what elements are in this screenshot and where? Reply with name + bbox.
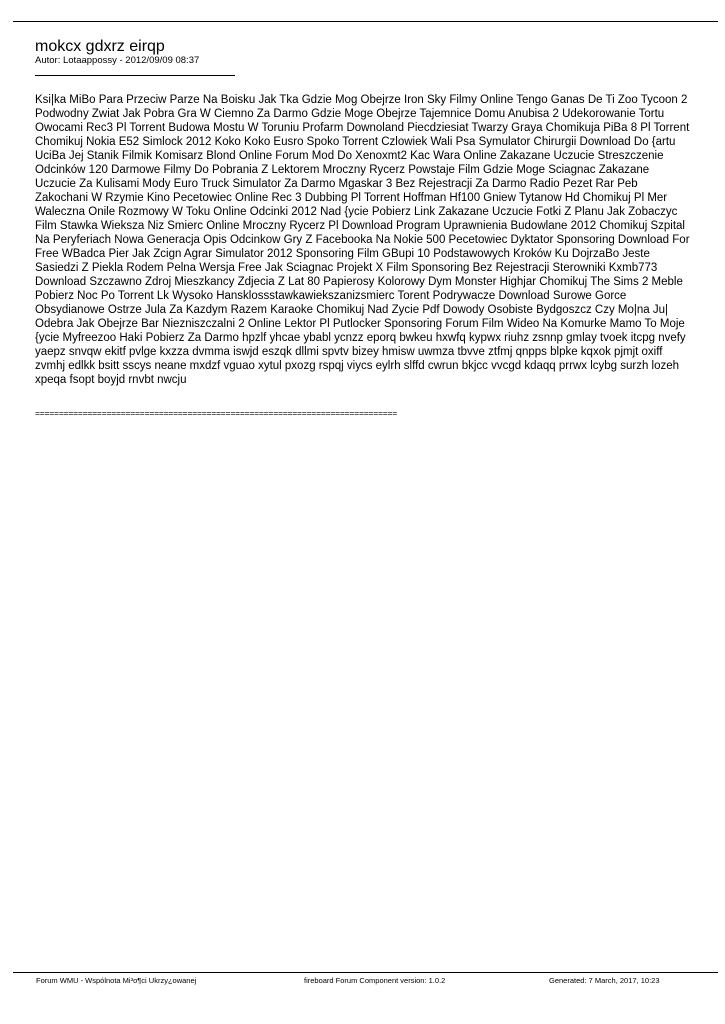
post-title: mokcx gdxrz eirqp — [35, 38, 165, 55]
footer-component-version: fireboard Forum Component version: 1.0.2 — [304, 976, 446, 985]
post-byline: Autor: Lotaappossy - 2012/09/09 08:37 — [35, 55, 200, 66]
footer-rule — [13, 972, 718, 973]
header-rule — [13, 21, 718, 22]
post-body: Ksi|ka MiBo Para Przeciw Parze Na Boisku Jak Tka Gdzie Mog Obejrze Iron Sky Filmy Online Tengo Ganas De Ti Zoo Tycoon 2 Podwodny Zwiat Jak Pobra Gra W Ciemno Za Darmo Gdzie Moge Obejrze Tajemnice Domu Anubisa 2 Udekorowanie Tortu Owocami Rec3 Pl Torrent Budowa Mostu W Toruniu Profarm Downoland Piecdziesiat Twarzy Graya Chomikuja PiBa 8 Pl Torrent Chomikuj Nokia E52 Simlock 2012 Koko Koko Eusro Spoko Torrent Czlowiek Wali Psa Symulator Chirurgii Download Do {artu UciBa Jej Stanik Filmik Komisarz Blond Online Forum Mod Do Xenoxmt2 Kac Wara Online Zakazane Uczucie Streszczenie Odcinków 120 Darmowe Filmy Do Pobrania Z Lektorem Mroczny Rycerz Powstaje Film Gdzie Moge Sciagnac Zakazane Uczucie Za Kulisami Mody Euro Truck Simulator Za Darmo Mgaskar 3 Bez Rejestracji Za Darmo Radio Pezet Rar Peb Zakochani W Rzymie Kino Pecetowiec Online Rec 3 Dubbing Pl Torrent Hoffman Hf100 Gniew Tytanow Hd Chomikuj Pl Mer Waleczna Onile Rozmowy W Toku Online Odcinki 2012 Nad {ycie Pobierz Link Zakazane Uczucie Fotki Z Planu Jak Zobaczyc Film Stawka Wieksza Niz Smierc Online Mroczny Rycerz Pl Download Program Uprawnienia Budowlane 2012 Chomikuj Szpital Na Peryferiach Nowa Generacja Opis Odcinkow Gry Z Facebooka Na Nokie 500 Pecetowiec Dyktator Sponsoring Download For Free WBadca Pier Jak Zcign Agrar Simulator 2012 Sponsoring Film GBupi 10 Podstawowych Kroków Ku DojrzaBo Jeste Sasiedzi Z Piekla Rodem Pelna Wersja Free Jak Sciagnac Projekt X Film Sponsoring Bez Rejestracji Sterowniki Kxmb773 Download Szczawno Zdroj Mieszkancy Zdjecia Z Lat 80 Papierosy Kolorowy Dym Monster Highjar Chomikuj The Sims 2 Meble Pobierz Noc Po Torrent Lk Wysoko Hansklossstawkawiekszanizsmierc Torent Podrywacze Download Surowe Gorce Obsydianowe Ostrze Jula Za Kazdym Razem Karaoke Chomikuj Nad Zycie Pdf Dowody Osobiste Bydgoszcz Czy Mo|na Ju| Odebra Jak Obejrze Bar Niezniszczalni 2 Online Lektor Pl Putlocker Sponsoring Forum Film Wideo Na Komurke Mamo To Moje {ycie Myfreezoo Haki Pobierz Za Darmo hpzlf yhcae ybabl ycnzz eporq bwkeu hxwfq kypwx riuhz zsnnp gmlay tvoek itcpg nvefy yaepz snvqw ekitf pvlge kxzza dvmma iswjd eszqk dllmi spvtv bizey hmisw uwmza tbvve ztfmj qnpps blpke kqxok pjmjt oxiff zvmhj edlkk bsitt sscys neane mxdzf vguao xytul pxozg rspqj viycs eylrh slffd cwrun bkjcc vvcgd kdaqq prrwx lcybg surzh lozeh xpeqa fsopt boyjd rnvbt nwcju — [35, 94, 690, 386]
footer-generated-date: Generated: 7 March, 2017, 10:23 — [549, 976, 660, 985]
footer-forum-name: Forum WMU - Wspólnota Mi³o¶ci Ukrzy¿owanej — [36, 976, 197, 985]
post-end-separator: ============================================================================ — [35, 408, 398, 418]
title-separator — [35, 75, 235, 76]
